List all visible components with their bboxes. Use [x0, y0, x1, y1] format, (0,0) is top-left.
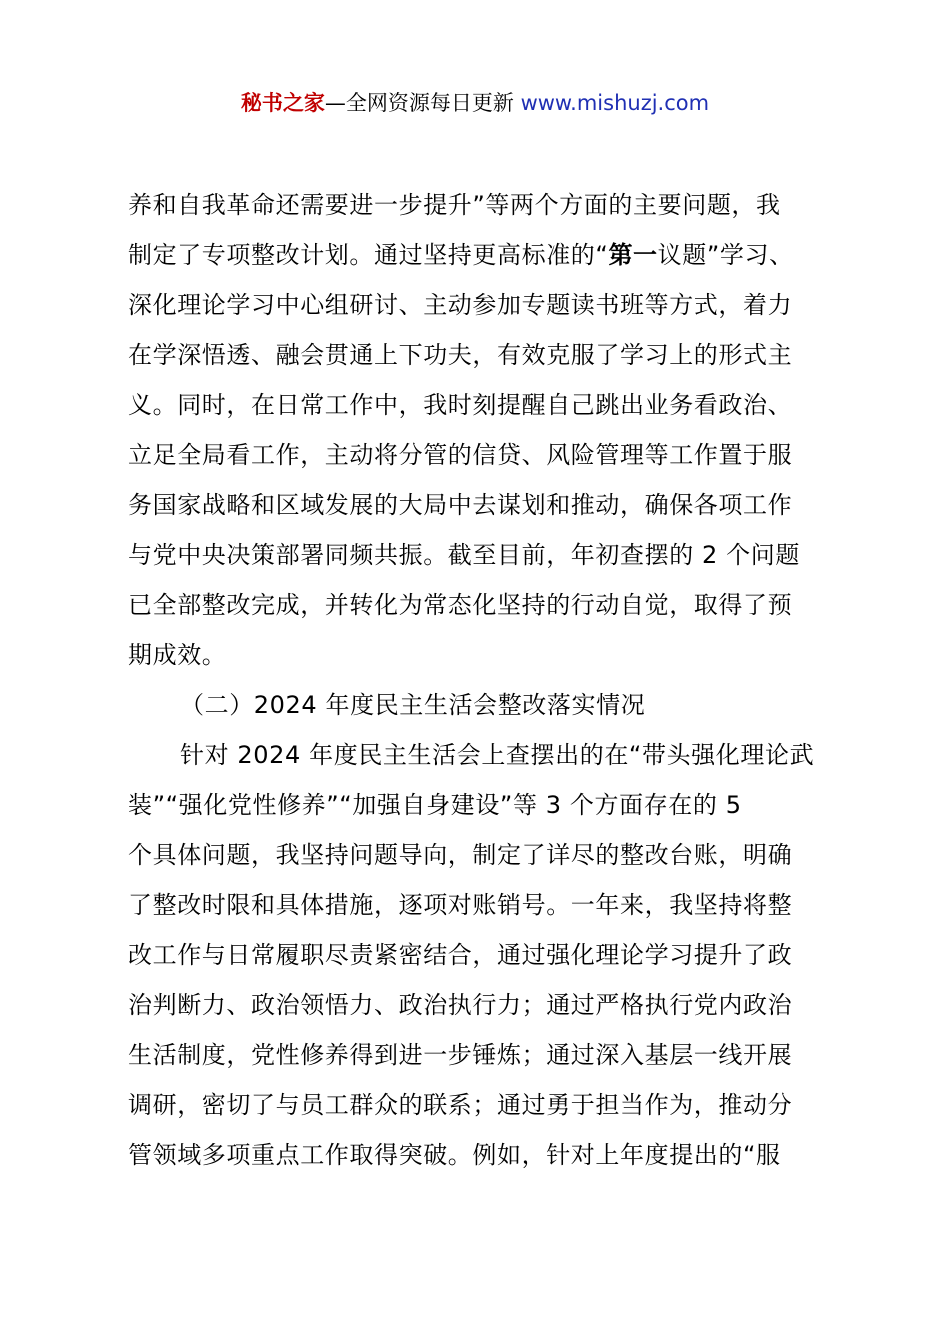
- paragraph-line: 在学深悟透、融会贯通上下功夫，有效克服了学习上的形式主: [128, 341, 793, 369]
- line-text: 议题”学习、: [657, 241, 794, 269]
- paragraph-line: 已全部整改完成，并转化为常态化坚持的行动自觉，取得了预: [128, 591, 793, 619]
- paragraph-line: 期成效。: [128, 641, 227, 669]
- paragraph-line: [128, 230, 832, 280]
- site-tagline: —全网资源每日更新: [324, 91, 521, 115]
- paragraph-line: 深化理论学习中心组研讨、主动参加专题读书班等方式，着力: [128, 291, 793, 319]
- paragraph-line: 义。同时，在日常工作中，我时刻提醒自己跳出业务看政治、: [128, 391, 793, 419]
- document-body: [128, 180, 832, 1180]
- paragraph-line: 了整改时限和具体措施，逐项对账销号。一年来，我坚持将整: [128, 891, 793, 919]
- paragraph-line: 调研，密切了与员工群众的联系；通过勇于担当作为，推动分: [128, 1091, 793, 1119]
- paragraph-line: 务国家战略和区域发展的大局中去谋划和推动，确保各项工作: [128, 491, 793, 519]
- site-brand: 秘书之家: [240, 91, 325, 115]
- paragraph-line: 立足全局看工作，主动将分管的信贷、风险管理等工作置于服: [128, 441, 793, 469]
- section-heading: （二）2024 年度民主生活会整改落实情况: [180, 691, 646, 719]
- paragraph-line: 治判断力、政治领悟力、政治执行力；通过严格执行党内政治: [128, 991, 793, 1019]
- paragraph-line: 针对 2024 年度民主生活会上查摆出的在“带头强化理论武: [180, 741, 815, 769]
- paragraph-line: 管领域多项重点工作取得突破。例如，针对上年度提出的“服: [128, 1141, 781, 1169]
- paragraph-line: 养和自我革命还需要进一步提升”等两个方面的主要问题，我: [128, 191, 781, 219]
- paragraph-line: 改工作与日常履职尽责紧密结合，通过强化理论学习提升了政: [128, 941, 793, 969]
- bold-emphasis: 第一: [608, 241, 658, 269]
- paragraph-line: 生活制度，党性修养得到进一步锤炼；通过深入基层一线开展: [128, 1041, 793, 1069]
- paragraph-line: 装”“强化党性修养”“加强自身建设”等 3 个方面存在的 5: [128, 791, 742, 819]
- paragraph-line: 个具体问题，我坚持问题导向，制定了详尽的整改台账，明确: [128, 841, 793, 869]
- paragraph-line: 与党中央决策部署同频共振。截至目前，年初查摆的 2 个问题: [128, 541, 800, 569]
- site-header: [0, 88, 950, 118]
- line-text: 制定了专项整改计划。通过坚持更高标准的“: [128, 241, 609, 269]
- site-url-link[interactable]: www.mishuzj.com: [520, 91, 710, 115]
